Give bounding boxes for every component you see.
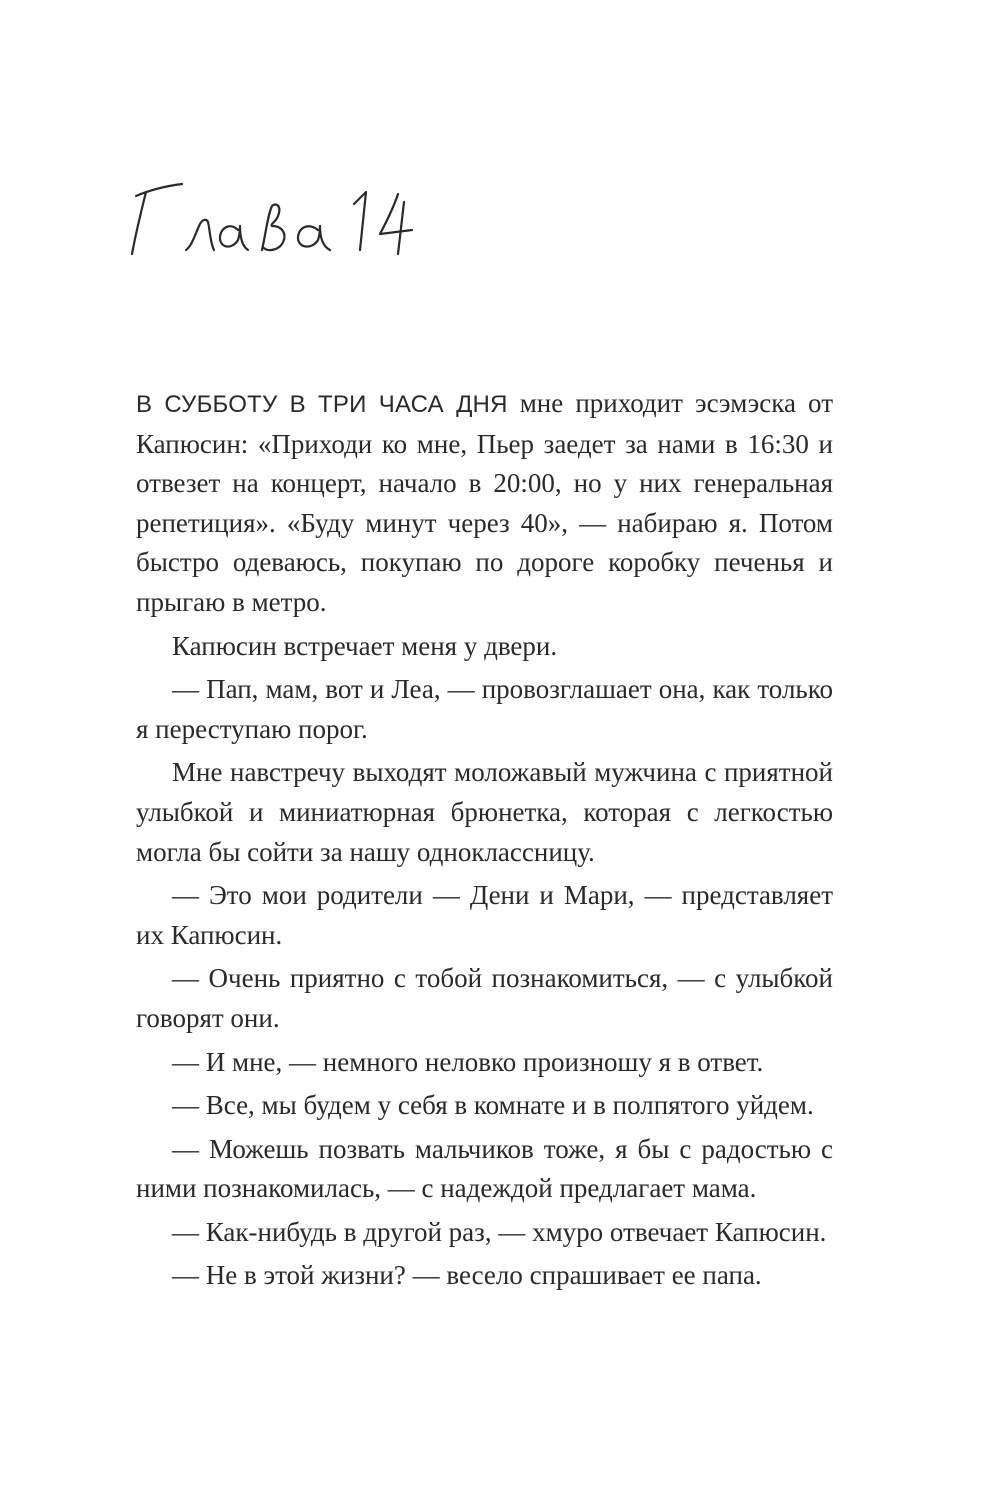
paragraph: Капюсин встречает меня у двери. — [172, 630, 558, 661]
paragraph: — Как-нибудь в другой раз, — хмуро отвечает Капюсин. — [172, 1216, 827, 1247]
paragraph: — И мне, — немного неловко произношу я в ответ. — [172, 1046, 764, 1077]
paragraph: — Это мои родители — Дени и Мари, — представляет их Капюсин. — [136, 880, 833, 950]
paragraph: — Все, мы будем у себя в комнате и в полпятого уйдем. — [172, 1090, 814, 1121]
paragraph: — Очень приятно с тобой познакомиться, — с улыбкой говорят они. — [136, 963, 833, 1033]
paragraph: — Не в этой жизни? — весело спрашивает ее папа. — [172, 1260, 762, 1291]
paragraph: — Пап, мам, вот и Леа, — провозглашает она, как только я переступаю порог. — [136, 674, 833, 744]
chapter-title — [122, 172, 522, 272]
paragraph: — Можешь позвать мальчиков тоже, я бы с радостью с ними познакомилась, — с надеждой предлагает мама. — [136, 1133, 833, 1204]
chapter-title-handwriting-icon — [122, 172, 522, 272]
chapter-title-text: Глава 14 — [122, 172, 126, 173]
paragraph-text: мне приходит эсэмэска от Капюсин: «Приходи ко мне, Пьер заедет за нами в 16:30 и отвезет на концерт, начало в 20:00, но у них генеральная репетиция». «Буду минут через 40», — набираю я. Потом быстро одеваюсь, покупаю по дороге коробку печенья и прыгаю в метро. — [136, 388, 833, 617]
paragraph — [136, 384, 833, 623]
paragraph-lead-in: В СУББОТУ В ТРИ ЧАСА ДНЯ — [136, 391, 508, 418]
paragraph: Мне навстречу выходят моложавый мужчина с приятной улыбкой и миниатюрная брюнетка, которая с легкостью могла бы сойти за нашу одноклассницу. — [136, 757, 833, 867]
chapter-body — [136, 384, 833, 1296]
